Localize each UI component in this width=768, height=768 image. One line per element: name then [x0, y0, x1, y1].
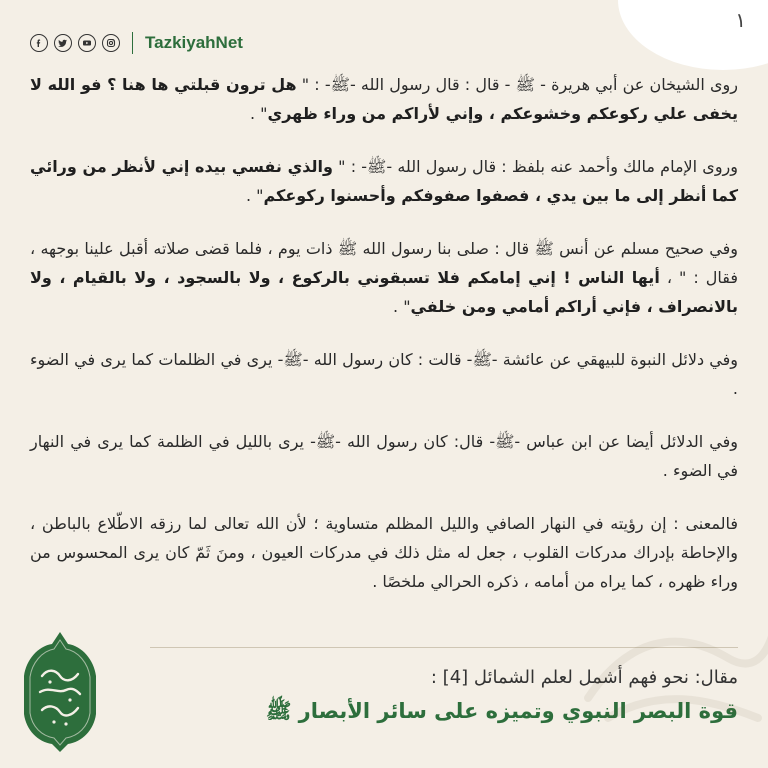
- hadith-quote: والذي نفسي بيده إني لأنظر من ورائي كما أنظر إلى ما بين يدي ، فصفوا صفوفكم وأحسنوا ركوعكم: [30, 157, 738, 205]
- instagram-icon[interactable]: [102, 34, 120, 52]
- paragraph-5: [30, 427, 738, 485]
- page-number: ١: [735, 8, 746, 32]
- paragraph-1: [30, 70, 738, 128]
- series-label: مقال: نحو فهم أشمل لعلم الشمائل [4] :: [430, 667, 738, 688]
- brand-bar: [30, 32, 243, 54]
- brand-name[interactable]: TazkiyahNet: [145, 33, 243, 52]
- twitter-icon[interactable]: [54, 34, 72, 52]
- facebook-icon[interactable]: [30, 34, 48, 52]
- article-title: قوة البصر النبوي وتميزه على سائر الأبصار ﷺ: [266, 699, 738, 723]
- paragraph-end: " .: [245, 186, 264, 205]
- paragraph-text: روى الشيخان عن أبي هريرة - ﷺ - قال : قال رسول الله -ﷺ- : ": [301, 75, 738, 94]
- paragraph-text: فالمعنى : إن رؤيته في النهار الصافي والليل المظلم متساوية ؛ لأن الله تعالى لما رزقه الاطّلاع بالباطن ، والإحاطة بإدراك مدركات القلوب ، جعل له مثل ذلك في مدركات العيون ، ومنَ ثَمّ كان يرى المحسوس من وراء ظهره ، كما يراه من أمامه ، ذكره الحرالي ملخصًا .: [30, 514, 738, 591]
- brand-divider: [132, 32, 133, 54]
- paragraph-end: " .: [393, 297, 411, 316]
- paragraph-2: [30, 152, 738, 210]
- article-body: [30, 70, 738, 620]
- paragraph-text: وروى الإمام مالك وأحمد عنه بلفظ : قال رسول الله -ﷺ- : ": [338, 157, 739, 176]
- paragraph-4: [30, 345, 738, 403]
- youtube-icon[interactable]: [78, 34, 96, 52]
- paragraph-end: " .: [250, 104, 268, 123]
- paragraph-3: [30, 234, 738, 321]
- paragraph-text: وفي دلائل النبوة للبيهقي عن عائشة -ﷺ- قالت : كان رسول الله -ﷺ- يرى في الظلمات كما يرى في الضوء .: [30, 350, 738, 398]
- paragraph-text: وفي صحيح مسلم عن أنس ﷺ قال : صلى بنا رسول الله ﷺ ذات يوم ، فلما قضى صلاته أقبل علينا بوجهه ، فقال : " ،: [30, 239, 739, 287]
- paragraph-text: وفي الدلائل أيضا عن ابن عباس -ﷺ- قال: كان رسول الله -ﷺ- يرى بالليل في الظلمة كما يرى في النهار في الضوء .: [30, 432, 738, 480]
- emblem-logo: [20, 630, 100, 754]
- hadith-quote: هل ترون قبلتي ها هنا ؟ فو الله لا يخفى علي ركوعكم وخشوعكم ، وإني لأراكم من وراء ظهري: [30, 75, 738, 123]
- background-calligraphy-watermark: [568, 548, 768, 728]
- hadith-quote: أيها الناس ! إني إمامكم فلا تسبقوني بالركوع ، ولا بالسجود ، ولا بالقيام ، ولا بالانصراف ، فإني أراكم أمامي ومن خلفي: [30, 268, 738, 316]
